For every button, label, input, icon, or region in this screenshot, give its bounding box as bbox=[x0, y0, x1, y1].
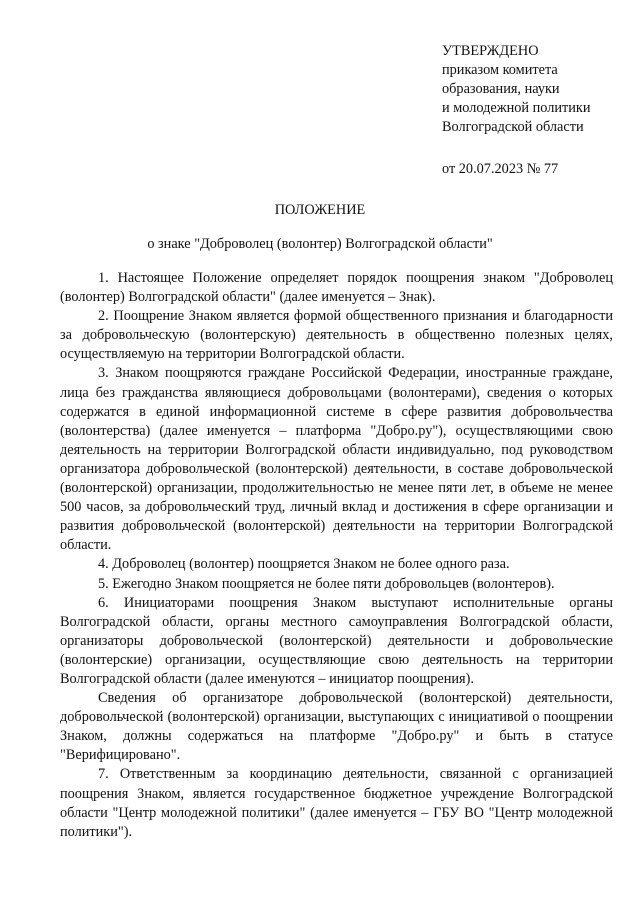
paragraph-6-details: Сведения об организаторе добровольческой (волонтерской) деятельности, добровольческой (волонтерской) организации, выступающих с инициативой о поощрении Знаком, должны содержаться на платформе "Добро.ру" и быть в статусе "Верифицировано". bbox=[60, 690, 613, 764]
paragraph-1: 1. Настоящее Положение определяет порядок поощрения знаком "Доброволец (волонтер) Волгоградской области" (далее именуется – Знак). bbox=[60, 270, 613, 306]
paragraph-7: 7. Ответственным за координацию деятельности, связанной с организацией поощрения Знаком, является государственное бюджетное учреждение Волгоградской области "Центр молодежной политики" (далее именуется – ГБУ ВО "Центр молодежной политики"). bbox=[60, 766, 613, 840]
document-body bbox=[60, 269, 613, 842]
document-title: ПОЛОЖЕНИЕ bbox=[274, 202, 366, 218]
document-subtitle: о знаке "Доброволец (волонтер) Волгоградской области" bbox=[147, 236, 493, 252]
paragraph-2: 2. Поощрение Знаком является формой общественного признания и благодарности за добровольческую (волонтерскую) деятельность в общественно полезных целях, осуществляемую на территории Волгоградской области. bbox=[60, 308, 613, 363]
paragraph-4: 4. Доброволец (волонтер) поощряется Знаком не более одного раза. bbox=[98, 556, 510, 573]
approval-date: от 20.07.2023 № 77 bbox=[442, 161, 559, 177]
approval-line: и молодежной политики bbox=[442, 100, 591, 116]
approval-line: образования, науки bbox=[442, 81, 560, 97]
paragraph-5: 5. Ежегодно Знаком поощряется не более пяти добровольцев (волонтеров). bbox=[98, 575, 555, 592]
approval-line: приказом комитета bbox=[442, 62, 558, 78]
paragraph-6: 6. Инициаторами поощрения Знаком выступают исполнительные органы Волгоградской области, органы местного самоуправления Волгоградской области, организаторы добровольческой (волонтерской) деятельности и добровольческие (волонтерские) организации, осуществляющие свою деятельность на территории Волгоградской области (далее именуются – инициатор поощрения). bbox=[60, 594, 613, 687]
approval-line: УТВЕРЖДЕНО bbox=[442, 43, 539, 59]
paragraph-3: 3. Знаком поощряются граждане Российской Федерации, иностранные граждане, лица без гражданства являющиеся добровольцами (волонтерами), сведения о которых содержатся в единой информационной системе в сфере развития добровольчества (волонтерства) (далее именуется – платформа "Добро.ру"), осуществляющими свою деятельность на территории Волгоградской области индивидуально, под руководством организатора добровольческой (волонтерской) деятельности, в составе добровольческой (волонтерской) организации, продолжительностью не менее пяти лет, в объеме не менее 500 часов, за добровольческий труд, личный вклад и достижения в сфере организации и развития добровольческой (волонтерской) деятельности на территории Волгоградской области. bbox=[60, 365, 613, 554]
approval-line: Волгоградской области bbox=[442, 119, 584, 135]
approval-stamp bbox=[442, 42, 632, 179]
